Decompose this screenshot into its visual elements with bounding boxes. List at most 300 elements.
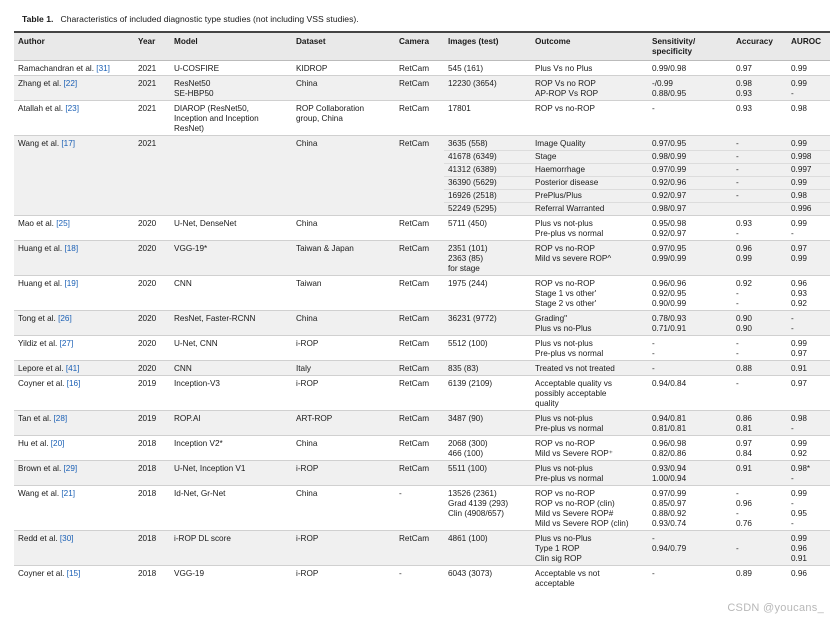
auroc-line: - xyxy=(791,424,794,433)
dataset-line: Italy xyxy=(296,364,312,373)
acc-line: - xyxy=(736,299,739,308)
studies-table xyxy=(14,33,830,590)
cell-outcome xyxy=(531,461,648,486)
author-name: Huang et al. xyxy=(18,244,63,253)
cell-auroc xyxy=(787,486,830,531)
sens-line: 0.96/0.98 xyxy=(652,439,687,448)
acc-line: 0.86 xyxy=(736,414,752,423)
reference-link[interactable]: [27] xyxy=(59,339,74,348)
acc-line: - xyxy=(736,289,739,298)
sens-line: 0.78/0.93 xyxy=(652,314,687,323)
cell-model xyxy=(170,436,292,461)
auroc-line: - xyxy=(791,474,794,483)
cell-sensitivity xyxy=(648,361,732,376)
cell-year: 2021 xyxy=(134,61,170,76)
cell-sensitivity: 0.92/0.97 xyxy=(648,190,732,203)
cell-auroc: 0.998 xyxy=(787,151,830,164)
table-row xyxy=(14,311,830,336)
images-line: 12230 (3654) xyxy=(448,79,497,88)
acc-line: 0.88 xyxy=(736,364,752,373)
author-name: Zhang et al. xyxy=(18,79,62,88)
cell-outcome xyxy=(531,376,648,411)
auroc-line: 0.98 xyxy=(791,104,807,113)
outcome-line: Stage 1 vs other' xyxy=(535,289,597,298)
cell-accuracy xyxy=(732,376,787,411)
cell-outcome: PrePlus/Plus xyxy=(531,190,648,203)
cell-dataset xyxy=(292,216,395,241)
sens-line: 0.97/0.95 xyxy=(652,244,687,253)
auroc-line: 0.97 xyxy=(791,349,807,358)
watermark-text: CSDN @youcans_ xyxy=(727,602,824,614)
cell-model xyxy=(170,336,292,361)
cell-model xyxy=(170,461,292,486)
table-row xyxy=(14,531,830,566)
reference-link[interactable]: [30] xyxy=(59,534,74,543)
cell-sensitivity: 0.97/0.99 xyxy=(648,164,732,177)
images-line: 2068 (300) xyxy=(448,439,488,448)
sens-line: 0.88/0.92 xyxy=(652,509,687,518)
cell-auroc xyxy=(787,216,830,241)
cell-auroc xyxy=(787,311,830,336)
cell-accuracy xyxy=(732,61,787,76)
cell-sensitivity: 0.92/0.96 xyxy=(648,177,732,190)
dataset-line: group, China xyxy=(296,114,343,123)
cell-outcome: Referral Warranted xyxy=(531,203,648,216)
cell-images xyxy=(444,101,531,136)
cell-dataset xyxy=(292,311,395,336)
cell-dataset xyxy=(292,376,395,411)
col-header-accuracy: Accuracy xyxy=(732,33,787,61)
cell-model xyxy=(170,216,292,241)
images-line: 6139 (2109) xyxy=(448,379,493,388)
author-name: Coyner et al. xyxy=(18,569,65,578)
outcome-line: Mild vs Severe ROP⁺ xyxy=(535,449,614,458)
cell-model xyxy=(170,311,292,336)
table-row xyxy=(14,76,830,101)
sens-line: 0.81/0.81 xyxy=(652,424,687,433)
auroc-line: - xyxy=(791,229,794,238)
auroc-line: 0.99 xyxy=(791,79,807,88)
auroc-line: 0.99 xyxy=(791,339,807,348)
cell-dataset xyxy=(292,461,395,486)
sens-line: 0.97/0.99 xyxy=(652,489,687,498)
auroc-line: 0.92 xyxy=(791,299,807,308)
outcome-line: Plus vs no-Plus xyxy=(535,534,592,543)
col-header-images: Images (test) xyxy=(444,33,531,61)
dataset-line: Taiwan xyxy=(296,279,322,288)
cell-outcome xyxy=(531,216,648,241)
outcome-line: Pre-plus vs normal xyxy=(535,349,604,358)
cell-sensitivity xyxy=(648,411,732,436)
dataset-line: Taiwan & Japan xyxy=(296,244,354,253)
outcome-line: Pre-plus vs normal xyxy=(535,474,604,483)
dataset-line: i-ROP xyxy=(296,339,319,348)
cell-year: 2020 xyxy=(134,336,170,361)
table-row xyxy=(14,376,830,411)
model-line: ResNet50 xyxy=(174,79,211,88)
cell-auroc xyxy=(787,531,830,566)
images-line: 2351 (101) xyxy=(448,244,488,253)
sens-line: 0.93/0.74 xyxy=(652,519,687,528)
cell-accuracy: - xyxy=(732,190,787,203)
images-line: 4861 (100) xyxy=(448,534,488,543)
cell-auroc xyxy=(787,336,830,361)
cell-accuracy xyxy=(732,203,787,216)
cell-dataset: China xyxy=(292,136,395,216)
cell-accuracy xyxy=(732,436,787,461)
acc-line: 0.84 xyxy=(736,449,752,458)
images-line: for stage xyxy=(448,264,480,273)
images-line: 6043 (3073) xyxy=(448,569,493,578)
cell-year: 2020 xyxy=(134,361,170,376)
outcome-line: Acceptable quality vs xyxy=(535,379,612,388)
dataset-line: China xyxy=(296,314,318,323)
reference-link[interactable]: [21] xyxy=(61,489,76,498)
cell-model xyxy=(170,361,292,376)
sens-line: - xyxy=(652,339,655,348)
dataset-line: ROP Collaboration xyxy=(296,104,365,113)
outcome-line: acceptable xyxy=(535,579,575,588)
cell-model xyxy=(170,101,292,136)
cell-outcome: Image Quality xyxy=(531,136,648,151)
sens-line: -/0.99 xyxy=(652,79,673,88)
outcome-line: Clin sig ROP xyxy=(535,554,582,563)
outcome-line: ROP vs no-ROP xyxy=(535,244,595,253)
acc-line: 0.90 xyxy=(736,324,752,333)
outcome-line: Mild vs severe ROP^ xyxy=(535,254,612,263)
cell-outcome xyxy=(531,241,648,276)
cell-author xyxy=(14,276,134,311)
images-line: Clin (4908/657) xyxy=(448,509,504,518)
cell-camera: RetCam xyxy=(395,216,444,241)
cell-auroc xyxy=(787,241,830,276)
cell-camera: RetCam xyxy=(395,361,444,376)
cell-accuracy xyxy=(732,486,787,531)
cell-camera: RetCam xyxy=(395,76,444,101)
cell-model xyxy=(170,486,292,531)
cell-year: 2020 xyxy=(134,216,170,241)
table-row xyxy=(14,486,830,531)
cell-sensitivity xyxy=(648,61,732,76)
reference-link[interactable]: [41] xyxy=(65,364,80,373)
auroc-line: 0.92 xyxy=(791,449,807,458)
dataset-line: i-ROP xyxy=(296,534,319,543)
cell-camera: RetCam xyxy=(395,436,444,461)
reference-link[interactable]: [31] xyxy=(96,64,110,73)
cell-accuracy xyxy=(732,461,787,486)
cell-accuracy xyxy=(732,361,787,376)
cell-images xyxy=(444,76,531,101)
model-line: U-Net, Inception V1 xyxy=(174,464,246,473)
cell-year: 2020 xyxy=(134,241,170,276)
cell-sensitivity xyxy=(648,76,732,101)
auroc-line: 0.96 xyxy=(791,279,807,288)
auroc-line: 0.91 xyxy=(791,554,807,563)
sens-line: 0.94/0.84 xyxy=(652,379,687,388)
cell-accuracy xyxy=(732,101,787,136)
acc-line: 0.76 xyxy=(736,519,752,528)
sens-line: - xyxy=(652,104,655,113)
cell-accuracy: - xyxy=(732,136,787,151)
images-line: 3487 (90) xyxy=(448,414,484,423)
outcome-line: Plus vs not-plus xyxy=(535,219,593,228)
auroc-line: 0.93 xyxy=(791,289,807,298)
col-header-author: Author xyxy=(14,33,134,61)
model-line: DIAROP (ResNet50, xyxy=(174,104,249,113)
acc-line: 0.97 xyxy=(736,439,752,448)
sens-line: 0.90/0.99 xyxy=(652,299,687,308)
images-line: 5711 (450) xyxy=(448,219,487,228)
cell-outcome xyxy=(531,411,648,436)
reference-link[interactable]: [20] xyxy=(50,439,65,448)
cell-images xyxy=(444,361,531,376)
cell-sensitivity xyxy=(648,436,732,461)
cell-camera: RetCam xyxy=(395,101,444,136)
header-row xyxy=(14,33,830,61)
cell-sensitivity xyxy=(648,336,732,361)
table-caption xyxy=(22,14,359,24)
cell-images xyxy=(444,411,531,436)
sens-line: 0.88/0.95 xyxy=(652,89,687,98)
cell-author xyxy=(14,436,134,461)
cell-year: 2018 xyxy=(134,531,170,566)
cell-camera: RetCam xyxy=(395,241,444,276)
cell-outcome xyxy=(531,486,648,531)
col-header-auroc: AUROC xyxy=(787,33,830,61)
images-line: 5512 (100) xyxy=(448,339,488,348)
author-name: Ramachandran et al. xyxy=(18,64,95,73)
cell-outcome xyxy=(531,531,648,566)
cell-auroc: 0.98 xyxy=(787,190,830,203)
outcome-line: ROP vs no-ROP xyxy=(535,104,595,113)
cell-images xyxy=(444,241,531,276)
cell-author xyxy=(14,336,134,361)
sens-line: 0.95/0.98 xyxy=(652,219,687,228)
auroc-line: 0.99 xyxy=(791,489,807,498)
author-name: Mao et al. xyxy=(18,219,54,228)
auroc-line: 0.98 xyxy=(791,414,807,423)
col-header-sensitivity-label: Sensitivity/ specificity xyxy=(652,37,696,56)
auroc-line: 0.95 xyxy=(791,509,807,518)
acc-line: 0.93 xyxy=(736,219,752,228)
cell-camera: RetCam xyxy=(395,376,444,411)
table-row xyxy=(14,216,830,241)
cell-year: 2020 xyxy=(134,311,170,336)
cell-sensitivity xyxy=(648,461,732,486)
dataset-line: China xyxy=(296,489,318,498)
cell-images xyxy=(444,376,531,411)
auroc-line: 0.99 xyxy=(791,219,807,228)
sens-line: - xyxy=(652,569,655,578)
cell-sensitivity xyxy=(648,376,732,411)
model-line: VGG-19* xyxy=(174,244,208,253)
model-line: i-ROP DL score xyxy=(174,534,231,543)
cell-year: 2019 xyxy=(134,411,170,436)
cell-auroc xyxy=(787,461,830,486)
auroc-line: - xyxy=(791,519,794,528)
acc-line: 0.93 xyxy=(736,104,752,113)
images-line: 835 (83) xyxy=(448,364,479,373)
table-row xyxy=(14,436,830,461)
auroc-line: 0.99 xyxy=(791,439,807,448)
cell-author xyxy=(14,311,134,336)
cell-outcome xyxy=(531,61,648,76)
cell-dataset xyxy=(292,531,395,566)
cell-camera: - xyxy=(395,486,444,531)
reference-link[interactable]: [26] xyxy=(58,314,72,323)
author-name: Lepore et al. xyxy=(18,364,64,373)
acc-line: - xyxy=(736,339,739,348)
sens-line: 0.82/0.86 xyxy=(652,449,687,458)
model-line: U-Net, CNN xyxy=(174,339,218,348)
cell-accuracy xyxy=(732,276,787,311)
col-header-outcome: Outcome xyxy=(531,33,648,61)
author-name: Atallah et al. xyxy=(18,104,64,113)
cell-sensitivity xyxy=(648,216,732,241)
outcome-line: Mild vs Severe ROP# xyxy=(535,509,614,518)
cell-images: 52249 (5295) xyxy=(444,203,531,216)
auroc-line: 0.96 xyxy=(791,544,807,553)
acc-line: 0.96 xyxy=(736,499,752,508)
cell-accuracy xyxy=(732,76,787,101)
cell-images xyxy=(444,336,531,361)
model-line: ROP.AI xyxy=(174,414,201,423)
auroc-line: 0.97 xyxy=(791,244,807,253)
cell-auroc: 0.996 xyxy=(787,203,830,216)
cell-year: 2018 xyxy=(134,486,170,531)
auroc-line: - xyxy=(791,499,794,508)
cell-author xyxy=(14,376,134,411)
auroc-line: - xyxy=(791,314,794,323)
acc-line: - xyxy=(736,349,739,358)
sens-line: 0.94/0.81 xyxy=(652,414,687,423)
sens-line: 0.94/0.79 xyxy=(652,544,687,553)
model-line: U-Net, DenseNet xyxy=(174,219,237,228)
reference-link[interactable]: [28] xyxy=(53,414,68,423)
cell-dataset xyxy=(292,336,395,361)
cell-year: 2019 xyxy=(134,376,170,411)
reference-link[interactable]: [18] xyxy=(64,244,79,253)
images-line: 466 (100) xyxy=(448,449,484,458)
cell-accuracy: - xyxy=(732,177,787,190)
cell-auroc xyxy=(787,276,830,311)
cell-author xyxy=(14,566,134,591)
model-line: Id-Net, Gr-Net xyxy=(174,489,226,498)
outcome-line: possibly acceptable xyxy=(535,389,607,398)
sens-line: 0.96/0.96 xyxy=(652,279,687,288)
images-line: 545 (161) xyxy=(448,64,484,73)
author-name: Huang et al. xyxy=(18,279,63,288)
model-line: Inception V2* xyxy=(174,439,223,448)
sens-line: 0.99/0.98 xyxy=(652,64,687,73)
reference-link[interactable]: [19] xyxy=(64,279,79,288)
table-row xyxy=(14,136,830,151)
model-line: Inception and Inception xyxy=(174,114,259,123)
cell-outcome xyxy=(531,566,648,591)
cell-images xyxy=(444,461,531,486)
cell-sensitivity xyxy=(648,276,732,311)
reference-link[interactable]: [15] xyxy=(66,569,81,578)
auroc-line: - xyxy=(791,324,794,333)
reference-link[interactable]: [29] xyxy=(63,464,78,473)
cell-author xyxy=(14,461,134,486)
dataset-line: KIDROP xyxy=(296,64,328,73)
table-row xyxy=(14,336,830,361)
auroc-line: 0.99 xyxy=(791,64,807,73)
cell-auroc: 0.99 xyxy=(787,136,830,151)
sens-line xyxy=(652,554,728,564)
cell-accuracy xyxy=(732,411,787,436)
cell-author xyxy=(14,411,134,436)
cell-outcome xyxy=(531,76,648,101)
table-row xyxy=(14,361,830,376)
cell-camera: - xyxy=(395,566,444,591)
auroc-line: - xyxy=(791,89,794,98)
dataset-line: ART-ROP xyxy=(296,414,333,423)
model-line: ResNet) xyxy=(174,124,205,133)
cell-sensitivity: 0.98/0.97 xyxy=(648,203,732,216)
table-row xyxy=(14,411,830,436)
acc-line: 0.89 xyxy=(736,569,752,578)
acc-line: 0.96 xyxy=(736,244,752,253)
cell-model xyxy=(170,566,292,591)
cell-images xyxy=(444,566,531,591)
outcome-line: ROP vs no-ROP (clin) xyxy=(535,499,615,508)
cell-author xyxy=(14,486,134,531)
auroc-line: 0.99 xyxy=(791,254,807,263)
author-name: Hu et al. xyxy=(18,439,49,448)
table-row xyxy=(14,101,830,136)
author-name: Coyner et al. xyxy=(18,379,65,388)
acc-line: - xyxy=(736,379,739,388)
cell-images xyxy=(444,61,531,76)
cell-outcome xyxy=(531,436,648,461)
outcome-line: ROP vs no-ROP xyxy=(535,439,595,448)
cell-dataset xyxy=(292,101,395,136)
cell-author xyxy=(14,61,134,76)
cell-sensitivity xyxy=(648,101,732,136)
reference-link[interactable]: [23] xyxy=(65,104,80,113)
cell-model xyxy=(170,76,292,101)
cell-dataset xyxy=(292,61,395,76)
cell-auroc xyxy=(787,411,830,436)
outcome-line: Plus vs not-plus xyxy=(535,464,593,473)
table-row xyxy=(14,461,830,486)
cell-auroc: 0.99 xyxy=(787,177,830,190)
cell-year: 2021 xyxy=(134,101,170,136)
cell-auroc xyxy=(787,76,830,101)
sens-line: - xyxy=(652,349,655,358)
dataset-line: i-ROP xyxy=(296,569,319,578)
cell-sensitivity xyxy=(648,311,732,336)
cell-year: 2021 xyxy=(134,136,170,216)
cell-camera: RetCam xyxy=(395,336,444,361)
reference-link[interactable]: [25] xyxy=(56,219,70,228)
dataset-line: China xyxy=(296,79,318,88)
acc-line: 0.90 xyxy=(736,314,752,323)
reference-link[interactable]: [22] xyxy=(63,79,78,88)
acc-line xyxy=(736,554,783,564)
cell-outcome: Haemorrhage xyxy=(531,164,648,177)
author-name: Redd et al. xyxy=(18,534,58,543)
acc-line: 0.92 xyxy=(736,279,752,288)
reference-link[interactable]: [16] xyxy=(66,379,81,388)
cell-images xyxy=(444,486,531,531)
col-header-model: Model xyxy=(170,33,292,61)
outcome-line: Mild vs Severe ROP (clin) xyxy=(535,519,629,528)
reference-link[interactable]: [17] xyxy=(61,139,76,148)
cell-sensitivity xyxy=(648,241,732,276)
